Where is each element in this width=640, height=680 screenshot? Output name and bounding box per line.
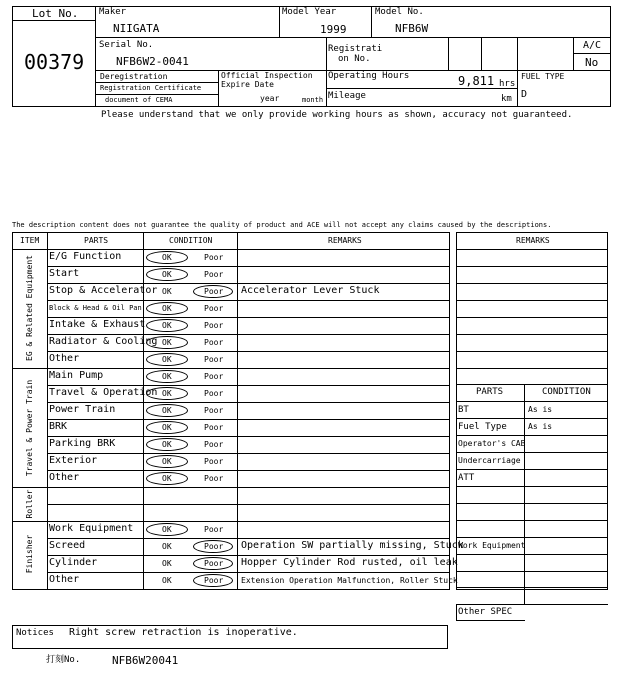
model-no-label: Model No. xyxy=(375,7,424,17)
poor-option: Poor xyxy=(204,559,224,568)
ok-selected-mark xyxy=(146,336,188,349)
right-item-part: BT xyxy=(458,405,469,415)
ok-option: OK xyxy=(162,474,172,483)
ok-option: OK xyxy=(162,457,172,466)
group-travel-label: Travel & Power Train xyxy=(25,379,34,477)
ok-selected-mark xyxy=(146,370,188,383)
ok-option: OK xyxy=(162,321,172,330)
notices-label: Notices xyxy=(16,628,54,638)
poor-option: Poor xyxy=(204,338,224,347)
model-year-value: 1999 xyxy=(320,23,347,36)
row-remark: Operation SW partially missing, Stuck xyxy=(241,540,464,551)
poor-option: Poor xyxy=(204,253,224,262)
fuel-type-value: D xyxy=(521,89,528,100)
ok-option: OK xyxy=(162,270,172,279)
maker-value: NIIGATA xyxy=(113,22,160,35)
ok-selected-mark xyxy=(146,268,188,281)
poor-option: Poor xyxy=(204,372,224,381)
poor-option: Poor xyxy=(204,321,224,330)
ok-option: OK xyxy=(162,576,172,585)
fuel-type-label: FUEL TYPE xyxy=(521,72,565,81)
ok-selected-mark xyxy=(146,302,188,315)
ok-option: OK xyxy=(162,542,172,551)
ok-option: OK xyxy=(162,338,172,347)
year-label: year xyxy=(260,94,280,103)
ok-selected-mark xyxy=(146,472,188,485)
col-item-header: ITEM xyxy=(20,236,40,245)
poor-option: Poor xyxy=(204,304,224,313)
row-part-label: Other xyxy=(49,472,80,483)
ok-option: OK xyxy=(162,440,172,449)
row-part-label: Screed xyxy=(49,540,86,551)
col-condition-header: CONDITION xyxy=(169,236,213,245)
ok-selected-mark xyxy=(146,421,188,434)
right-parts-header: PARTS xyxy=(476,387,504,397)
row-part-label: Parking BRK xyxy=(49,438,116,449)
serial-label: Serial No. xyxy=(99,40,154,50)
ok-option: OK xyxy=(162,559,172,568)
serial-value: NFB6W2-0041 xyxy=(116,55,189,68)
poor-selected-mark xyxy=(193,557,233,570)
operating-hours-label: Operating Hours xyxy=(328,71,410,81)
col-remarks-header: REMARKS xyxy=(328,236,362,245)
ok-option: OK xyxy=(162,253,172,262)
stamp-value: NFB6W20041 xyxy=(112,654,179,667)
other-spec-label: Other SPEC xyxy=(458,607,513,617)
group-eg-label: EG & Related Equipment xyxy=(25,255,34,361)
row-part-label: Radiator & Cooling xyxy=(49,336,158,347)
right-item-condition: As is xyxy=(528,422,553,431)
ac-label: A/C xyxy=(583,40,602,51)
ok-selected-mark xyxy=(146,523,188,536)
row-part-label: Travel & Operation xyxy=(49,387,158,398)
official-inspection-label: Official Inspection xyxy=(221,71,313,80)
col-parts-header: PARTS xyxy=(84,236,109,245)
km-unit: km xyxy=(501,94,512,104)
poor-option: Poor xyxy=(204,270,224,279)
row-part-label: Work Equipment xyxy=(49,523,134,534)
poor-option: Poor xyxy=(204,542,224,551)
poor-option: Poor xyxy=(204,440,224,449)
right-item-part: Operator's CAB xyxy=(458,439,526,448)
row-remark: Hopper Cylinder Rod rusted, oil leak xyxy=(241,557,458,568)
ok-option: OK xyxy=(162,423,172,432)
ok-option: OK xyxy=(162,525,172,534)
ok-option: OK xyxy=(162,389,172,398)
poor-option: Poor xyxy=(204,525,224,534)
row-remark: Extension Operation Malfunction, Roller Stuck xyxy=(241,576,458,585)
right-item-condition: As is xyxy=(528,405,553,414)
expire-date-label: Expire Date xyxy=(221,80,274,89)
row-part-label: BRK xyxy=(49,421,68,432)
ok-selected-mark xyxy=(146,319,188,332)
right-remarks-header: REMARKS xyxy=(516,236,550,245)
poor-option: Poor xyxy=(204,389,224,398)
registration-label-2: on No. xyxy=(338,54,371,64)
row-part-label: E/G Function xyxy=(49,251,122,262)
ok-option: OK xyxy=(162,287,172,296)
poor-selected-mark xyxy=(193,540,233,553)
notices-text: Right screw retraction is inoperative. xyxy=(69,627,298,638)
row-part-label: Start xyxy=(49,268,80,279)
row-part-label: Main Pump xyxy=(49,370,104,381)
row-part-label: Block & Head & Oil Pan xyxy=(49,304,142,312)
ok-option: OK xyxy=(162,304,172,313)
lot-number: 00379 xyxy=(24,50,85,74)
right-condition-header: CONDITION xyxy=(542,387,591,397)
row-part-label: Cylinder xyxy=(49,557,98,568)
registration-certificate-label: Registration Certificate xyxy=(100,84,202,92)
working-hours-notice: Please understand that we only provide working hours as shown, accuracy not guaranteed. xyxy=(101,110,573,120)
row-part-label: Intake & Exhaust xyxy=(49,319,146,330)
month-label: month xyxy=(302,96,324,104)
ok-selected-mark xyxy=(146,353,188,366)
right-item-part: Undercarriage xyxy=(458,456,521,465)
row-part-label: Exterior xyxy=(49,455,98,466)
deregistration-label: Deregistration xyxy=(100,72,168,81)
registration-label-1: Registrati xyxy=(328,44,383,54)
poor-option: Poor xyxy=(204,355,224,364)
poor-option: Poor xyxy=(204,423,224,432)
work-equipment-label: Work Equipment xyxy=(458,541,526,550)
row-remark: Accelerator Lever Stuck xyxy=(241,285,380,296)
poor-selected-mark xyxy=(193,574,233,587)
maker-label: Maker xyxy=(99,7,127,17)
poor-option: Poor xyxy=(204,457,224,466)
model-no-value: NFB6W xyxy=(395,22,429,35)
poor-selected-mark xyxy=(193,285,233,298)
operating-hours-value: 9,811 xyxy=(458,74,495,88)
lot-label: Lot No. xyxy=(32,7,79,20)
ok-selected-mark xyxy=(146,455,188,468)
stamp-label: 打刻No. xyxy=(46,655,81,665)
ok-selected-mark xyxy=(146,387,188,400)
right-item-part: Fuel Type xyxy=(458,422,507,432)
poor-option: Poor xyxy=(204,474,224,483)
ok-option: OK xyxy=(162,372,172,381)
hrs-unit: hrs xyxy=(499,79,516,89)
row-part-label: Other xyxy=(49,353,80,364)
mileage-label: Mileage xyxy=(328,91,366,101)
ok-selected-mark xyxy=(146,251,188,264)
ok-selected-mark xyxy=(146,404,188,417)
ok-selected-mark xyxy=(146,438,188,451)
row-part-label: Power Train xyxy=(49,404,116,415)
poor-option: Poor xyxy=(204,576,224,585)
row-part-label: Stop & Accelerator xyxy=(49,285,158,296)
ok-option: OK xyxy=(162,406,172,415)
ok-option: OK xyxy=(162,355,172,364)
group-finisher-label: Finisher xyxy=(25,534,34,574)
right-item-part: ATT xyxy=(458,473,475,483)
model-year-label: Model Year xyxy=(282,7,337,17)
row-part-label: Other xyxy=(49,574,80,585)
ac-value: No xyxy=(585,56,599,69)
cema-label: document of CEMA xyxy=(105,96,173,104)
disclaimer-text: The description content does not guarantee the quality of product and ACE will not accept any claims caused by the descriptions. xyxy=(12,221,552,229)
poor-option: Poor xyxy=(204,287,224,296)
group-roller-label: Roller xyxy=(25,489,34,519)
poor-option: Poor xyxy=(204,406,224,415)
